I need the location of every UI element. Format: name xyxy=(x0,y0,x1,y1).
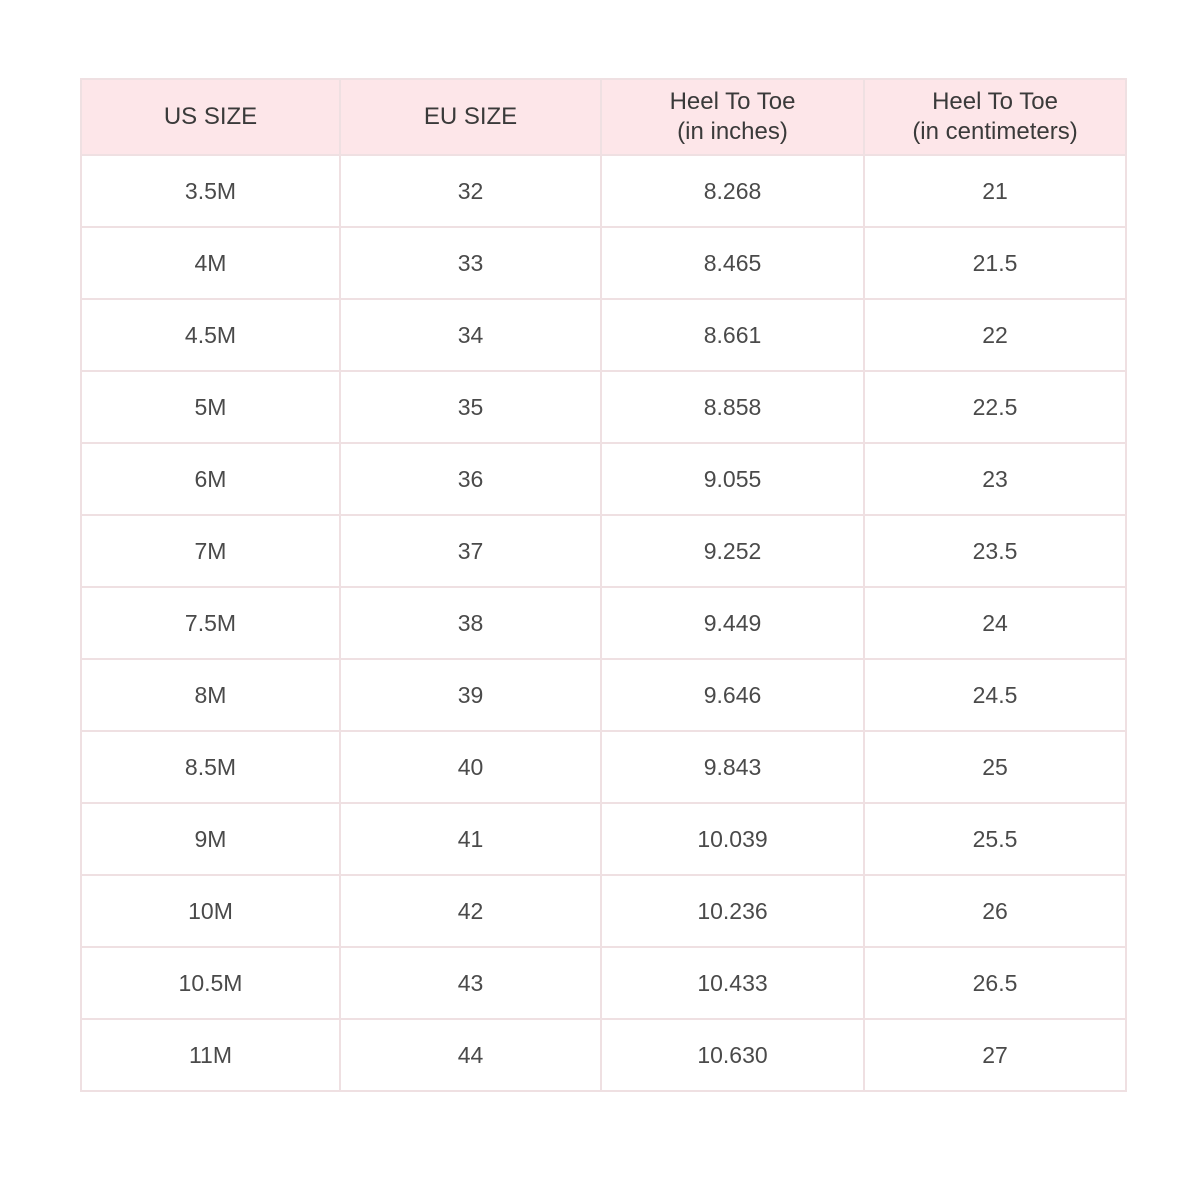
table-header xyxy=(81,79,1126,155)
table-row xyxy=(81,299,1126,371)
table-row xyxy=(81,587,1126,659)
header-us-size xyxy=(81,79,340,155)
us-size-cell: 10.5M xyxy=(81,947,340,1019)
eu-size-cell: 36 xyxy=(340,443,601,515)
inches-cell: 10.236 xyxy=(601,875,864,947)
eu-size-cell: 41 xyxy=(340,803,601,875)
table-row xyxy=(81,227,1126,299)
centimeters-cell: 22.5 xyxy=(864,371,1126,443)
inches-cell: 8.858 xyxy=(601,371,864,443)
inches-cell: 8.268 xyxy=(601,155,864,227)
centimeters-cell: 24.5 xyxy=(864,659,1126,731)
header-heel-to-toe-inches xyxy=(601,79,864,155)
eu-size-cell: 34 xyxy=(340,299,601,371)
centimeters-cell: 26.5 xyxy=(864,947,1126,1019)
eu-size-cell: 38 xyxy=(340,587,601,659)
inches-cell: 8.661 xyxy=(601,299,864,371)
us-size-cell: 3.5M xyxy=(81,155,340,227)
eu-size-cell: 39 xyxy=(340,659,601,731)
eu-size-cell: 40 xyxy=(340,731,601,803)
us-size-cell: 7M xyxy=(81,515,340,587)
inches-cell: 9.252 xyxy=(601,515,864,587)
eu-size-cell: 44 xyxy=(340,1019,601,1091)
size-chart-table xyxy=(80,78,1127,1092)
inches-cell: 10.433 xyxy=(601,947,864,1019)
centimeters-cell: 25 xyxy=(864,731,1126,803)
eu-size-cell: 32 xyxy=(340,155,601,227)
table-row xyxy=(81,371,1126,443)
header-centimeters-unit: (in centimeters) xyxy=(912,118,1078,145)
header-eu-size xyxy=(340,79,601,155)
table-row xyxy=(81,803,1126,875)
table-row xyxy=(81,731,1126,803)
us-size-cell: 11M xyxy=(81,1019,340,1091)
table-row xyxy=(81,1019,1126,1091)
table-row xyxy=(81,515,1126,587)
table-row xyxy=(81,155,1126,227)
header-inches-title: Heel To Toe xyxy=(669,88,796,115)
us-size-cell: 10M xyxy=(81,875,340,947)
table-row xyxy=(81,875,1126,947)
header-inches-unit: (in inches) xyxy=(677,118,788,145)
us-size-cell: 9M xyxy=(81,803,340,875)
centimeters-cell: 24 xyxy=(864,587,1126,659)
centimeters-cell: 23.5 xyxy=(864,515,1126,587)
inches-cell: 9.449 xyxy=(601,587,864,659)
eu-size-cell: 33 xyxy=(340,227,601,299)
eu-size-cell: 37 xyxy=(340,515,601,587)
centimeters-cell: 26 xyxy=(864,875,1126,947)
inches-cell: 9.646 xyxy=(601,659,864,731)
inches-cell: 10.039 xyxy=(601,803,864,875)
header-eu-size-label: EU SIZE xyxy=(423,103,518,130)
table-row xyxy=(81,947,1126,1019)
header-us-size-label: US SIZE xyxy=(163,103,258,130)
inches-cell: 10.630 xyxy=(601,1019,864,1091)
us-size-cell: 4M xyxy=(81,227,340,299)
header-centimeters-title: Heel To Toe xyxy=(932,88,1058,115)
eu-size-cell: 42 xyxy=(340,875,601,947)
us-size-cell: 4.5M xyxy=(81,299,340,371)
centimeters-cell: 23 xyxy=(864,443,1126,515)
table-body xyxy=(81,155,1126,1091)
centimeters-cell: 21 xyxy=(864,155,1126,227)
inches-cell: 8.465 xyxy=(601,227,864,299)
eu-size-cell: 35 xyxy=(340,371,601,443)
us-size-cell: 8M xyxy=(81,659,340,731)
inches-cell: 9.055 xyxy=(601,443,864,515)
eu-size-cell: 43 xyxy=(340,947,601,1019)
table-row xyxy=(81,443,1126,515)
inches-cell: 9.843 xyxy=(601,731,864,803)
header-heel-to-toe-centimeters xyxy=(864,79,1126,155)
header-row xyxy=(81,79,1126,155)
centimeters-cell: 27 xyxy=(864,1019,1126,1091)
centimeters-cell: 22 xyxy=(864,299,1126,371)
us-size-cell: 8.5M xyxy=(81,731,340,803)
table-row xyxy=(81,659,1126,731)
us-size-cell: 6M xyxy=(81,443,340,515)
centimeters-cell: 25.5 xyxy=(864,803,1126,875)
us-size-cell: 5M xyxy=(81,371,340,443)
centimeters-cell: 21.5 xyxy=(864,227,1126,299)
us-size-cell: 7.5M xyxy=(81,587,340,659)
